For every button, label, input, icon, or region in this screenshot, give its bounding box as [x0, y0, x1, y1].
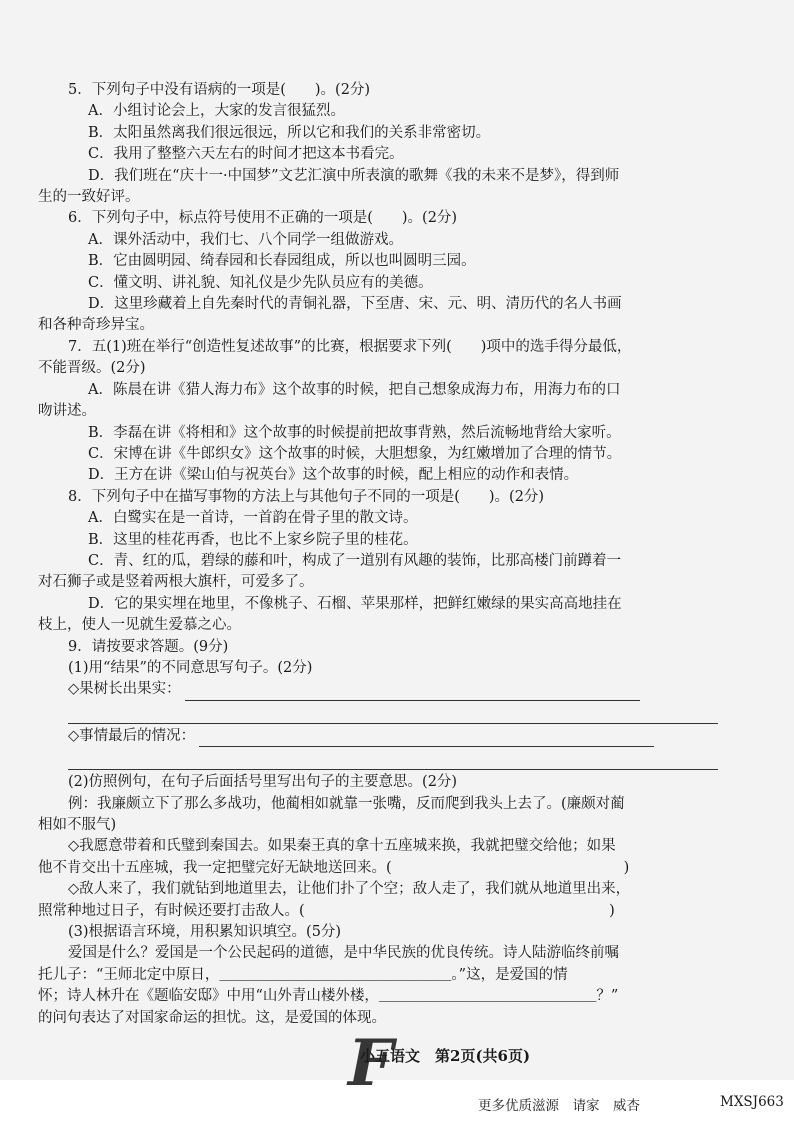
text-line: D．我们班在“庆十一·中国梦”文艺汇演中所表演的歌舞《我的未来不是梦》，得到师 — [88, 167, 620, 184]
answer-blank[interactable] — [185, 684, 640, 701]
text-line: (3)根据语言环境，用积累知识填空。(5分) — [68, 924, 342, 941]
text-line: 6．下列句子中，标点符号使用不正确的一项是( )。(2分) — [68, 210, 458, 227]
text-line: 对石狮子或是竖着两根大旗杆，可爱多了。 — [38, 574, 314, 591]
text-line: D．这里珍藏着上自先秦时代的青铜礼器，下至唐、宋、元、明、清历代的名人书画 — [88, 296, 622, 313]
question-9-parts — [38, 772, 718, 1029]
questions-5-to-9 — [38, 80, 718, 679]
text-line: A．课外活动中，我们七、八个同学一组做游戏。 — [88, 231, 403, 248]
answer-blank[interactable] — [68, 747, 718, 770]
text-line: 枝上，使人一见就生爱慕之心。 — [38, 617, 241, 634]
text-line: 不能晋级。(2分) — [38, 360, 146, 377]
text-line: 8．下列句子中在描写事物的方法上与其他句子不同的一项是( )。(2分) — [68, 488, 545, 505]
text-line: 和各种奇珍异宝。 — [38, 317, 154, 334]
text-line: 托儿子：“王师北定中原日，＿＿＿＿＿＿＿＿＿＿＿＿＿＿＿＿。”这，是爱国的情 — [38, 966, 568, 983]
bottom-code: MXSJ663 — [720, 1094, 784, 1110]
fill-in-fruit-line — [38, 679, 718, 700]
fill-in-result-line — [38, 726, 718, 747]
fill-in-fruit-label: ◇果树长出果实： — [68, 681, 181, 698]
text-line: 生的一致好评。 — [38, 189, 140, 206]
text-line: B．李磊在讲《将相和》这个故事的时候提前把故事背熟，然后流畅地背给大家听。 — [88, 424, 621, 441]
watermark-f-logo: F — [348, 1026, 394, 1101]
text-line: (2)仿照例句，在句子后面括号里写出句子的主要意思。(2分) — [68, 774, 458, 791]
text-line: C．宋博在讲《牛郎织女》这个故事的时候，大胆想象，为红嫩增加了合理的情节。 — [88, 445, 622, 462]
text-line: D．它的果实埋在地里，不像桃子、石榴、苹果那样，把鲜红嫩绿的果实高高地挂在 — [88, 595, 622, 612]
text-line: 5．下列句子中没有语病的一项是( )。(2分) — [68, 82, 371, 98]
text-line: 例：我廉颇立下了那么多战功，他蔺相如就靠一张嘴，反而爬到我头上去了。(廉颇对蔺 — [68, 795, 625, 812]
text-line: 他不肯交出十五座城，我一定把璧完好无缺地送回来。( ) — [38, 859, 630, 876]
page-footer: 小五语文 第2页(共6页) — [360, 1047, 531, 1065]
text-line: 9．请按要求答题。(9分) — [68, 638, 229, 655]
text-line: 怀；诗人林升在《题临安邸》中用“山外青山楼外楼，＿＿＿＿＿＿＿＿＿＿＿＿＿＿＿？” — [38, 988, 619, 1005]
bottom-note: 更多优质滋源 请家 威杏 — [478, 1098, 640, 1114]
fill-in-result-label: ◇事情最后的情况： — [68, 727, 196, 744]
text-line: 的问句表达了对国家命运的担忧。这，是爱国的体现。 — [38, 1009, 386, 1026]
text-line: 爱国是什么？爱国是一个公民起码的道德，是中华民族的优良传统。诗人陆游临终前嘱 — [68, 945, 619, 962]
text-line: B．这里的桂花再香，也比不上家乡院子里的桂花。 — [88, 531, 418, 548]
text-line: A．小组讨论会上，大家的发言很猛烈。 — [88, 103, 345, 120]
text-line: (1)用“结果”的不同意思写句子。(2分) — [68, 659, 313, 676]
text-line: 7．五(1)班在举行“创造性复述故事”的比赛，根据要求下列( )项中的选手得分最低， — [68, 338, 632, 355]
text-line: 吻讲述。 — [38, 403, 96, 420]
text-line: A．白鹭实在是一首诗，一首韵在骨子里的散文诗。 — [88, 510, 418, 527]
text-line: C．懂文明、讲礼貌、知礼仪是少先队员应有的美德。 — [88, 274, 433, 291]
text-line: B．太阳虽然离我们很远很远，所以它和我们的关系非常密切。 — [88, 124, 491, 141]
text-line: 相如不服气) — [38, 817, 117, 833]
text-line: ◇我愿意带着和氏璧到秦国去。如果秦王真的拿十五座城来换，我就把璧交给他；如果 — [68, 838, 616, 855]
text-line: B．它由圆明园、绮春园和长春园组成，所以也叫圆明三园。 — [88, 253, 476, 270]
text-line: 照常种地过日子，有时候还要打击敌人。( ) — [38, 902, 615, 919]
text-line: ◇敌人来了，我们就钻到地道里去，让他们扑了个空；敌人走了，我们就从地道里出来， — [68, 881, 631, 898]
answer-blank[interactable] — [68, 701, 718, 724]
exam-content — [38, 80, 718, 1029]
text-line: A．陈晨在讲《猎人海力布》这个故事的时候，把自己想象成海力布，用海力布的口 — [88, 381, 621, 398]
text-line: C．青、红的瓜，碧绿的藤和叶，构成了一道别有风趣的装饰，比那高楼门前蹲着一 — [88, 552, 622, 569]
text-line: D．王方在讲《梁山伯与祝英台》这个故事的时候，配上相应的动作和表情。 — [88, 467, 579, 484]
text-line: C．我用了整整六天左右的时间才把这本书看完。 — [88, 146, 404, 163]
answer-blank[interactable] — [199, 730, 654, 747]
